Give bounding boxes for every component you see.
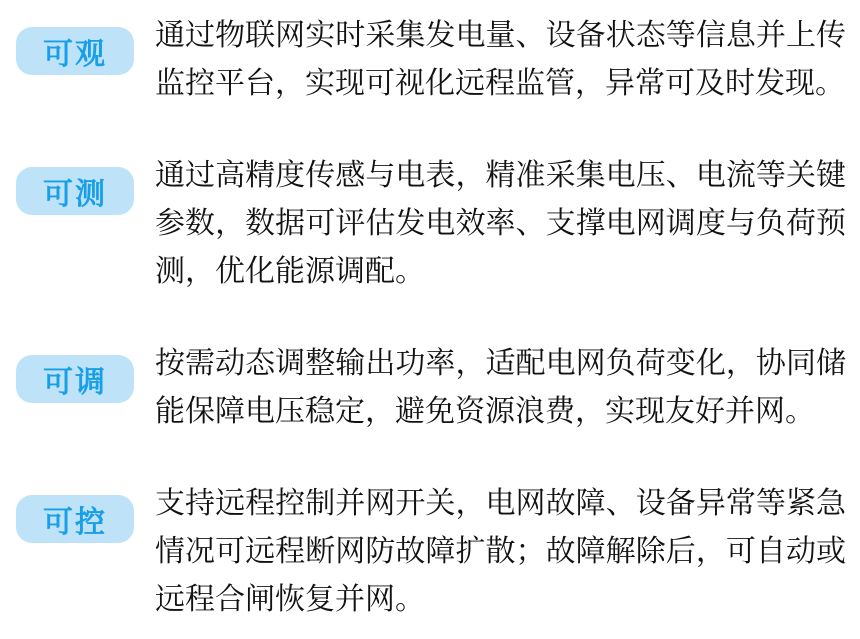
feature-text-observable: 通过物联网实时采集发电量、设备状态等信息并上传监控平台，实现可视化远程监管，异常可及时发现。 xyxy=(155,19,846,100)
feature-row-measurable xyxy=(16,152,846,296)
badge-column xyxy=(16,152,155,215)
feature-text-controllable: 支持远程控制并网开关，电网故障、设备异常等紧急情况可远程断网防故障扩散；故障解除后，可自动或远程合闸恢复并网。 xyxy=(155,487,846,616)
feature-badge-controllable: 可控 xyxy=(16,495,134,543)
badge-column xyxy=(16,340,155,403)
feature-row-controllable xyxy=(16,480,846,624)
feature-row-observable xyxy=(16,12,846,108)
badge-column xyxy=(16,480,155,543)
feature-badge-adjustable: 可调 xyxy=(16,355,134,403)
feature-text-adjustable: 按需动态调整输出功率，适配电网负荷变化，协同储能保障电压稳定，避免资源浪费，实现友好并网。 xyxy=(155,347,846,428)
badge-column xyxy=(16,12,155,75)
feature-text-measurable: 通过高精度传感与电表，精准采集电压、电流等关键参数，数据可评估发电效率、支撑电网调度与负荷预测，优化能源调配。 xyxy=(155,159,846,288)
feature-badge-observable: 可观 xyxy=(16,27,134,75)
feature-badge-measurable: 可测 xyxy=(16,167,134,215)
feature-row-adjustable xyxy=(16,340,846,436)
